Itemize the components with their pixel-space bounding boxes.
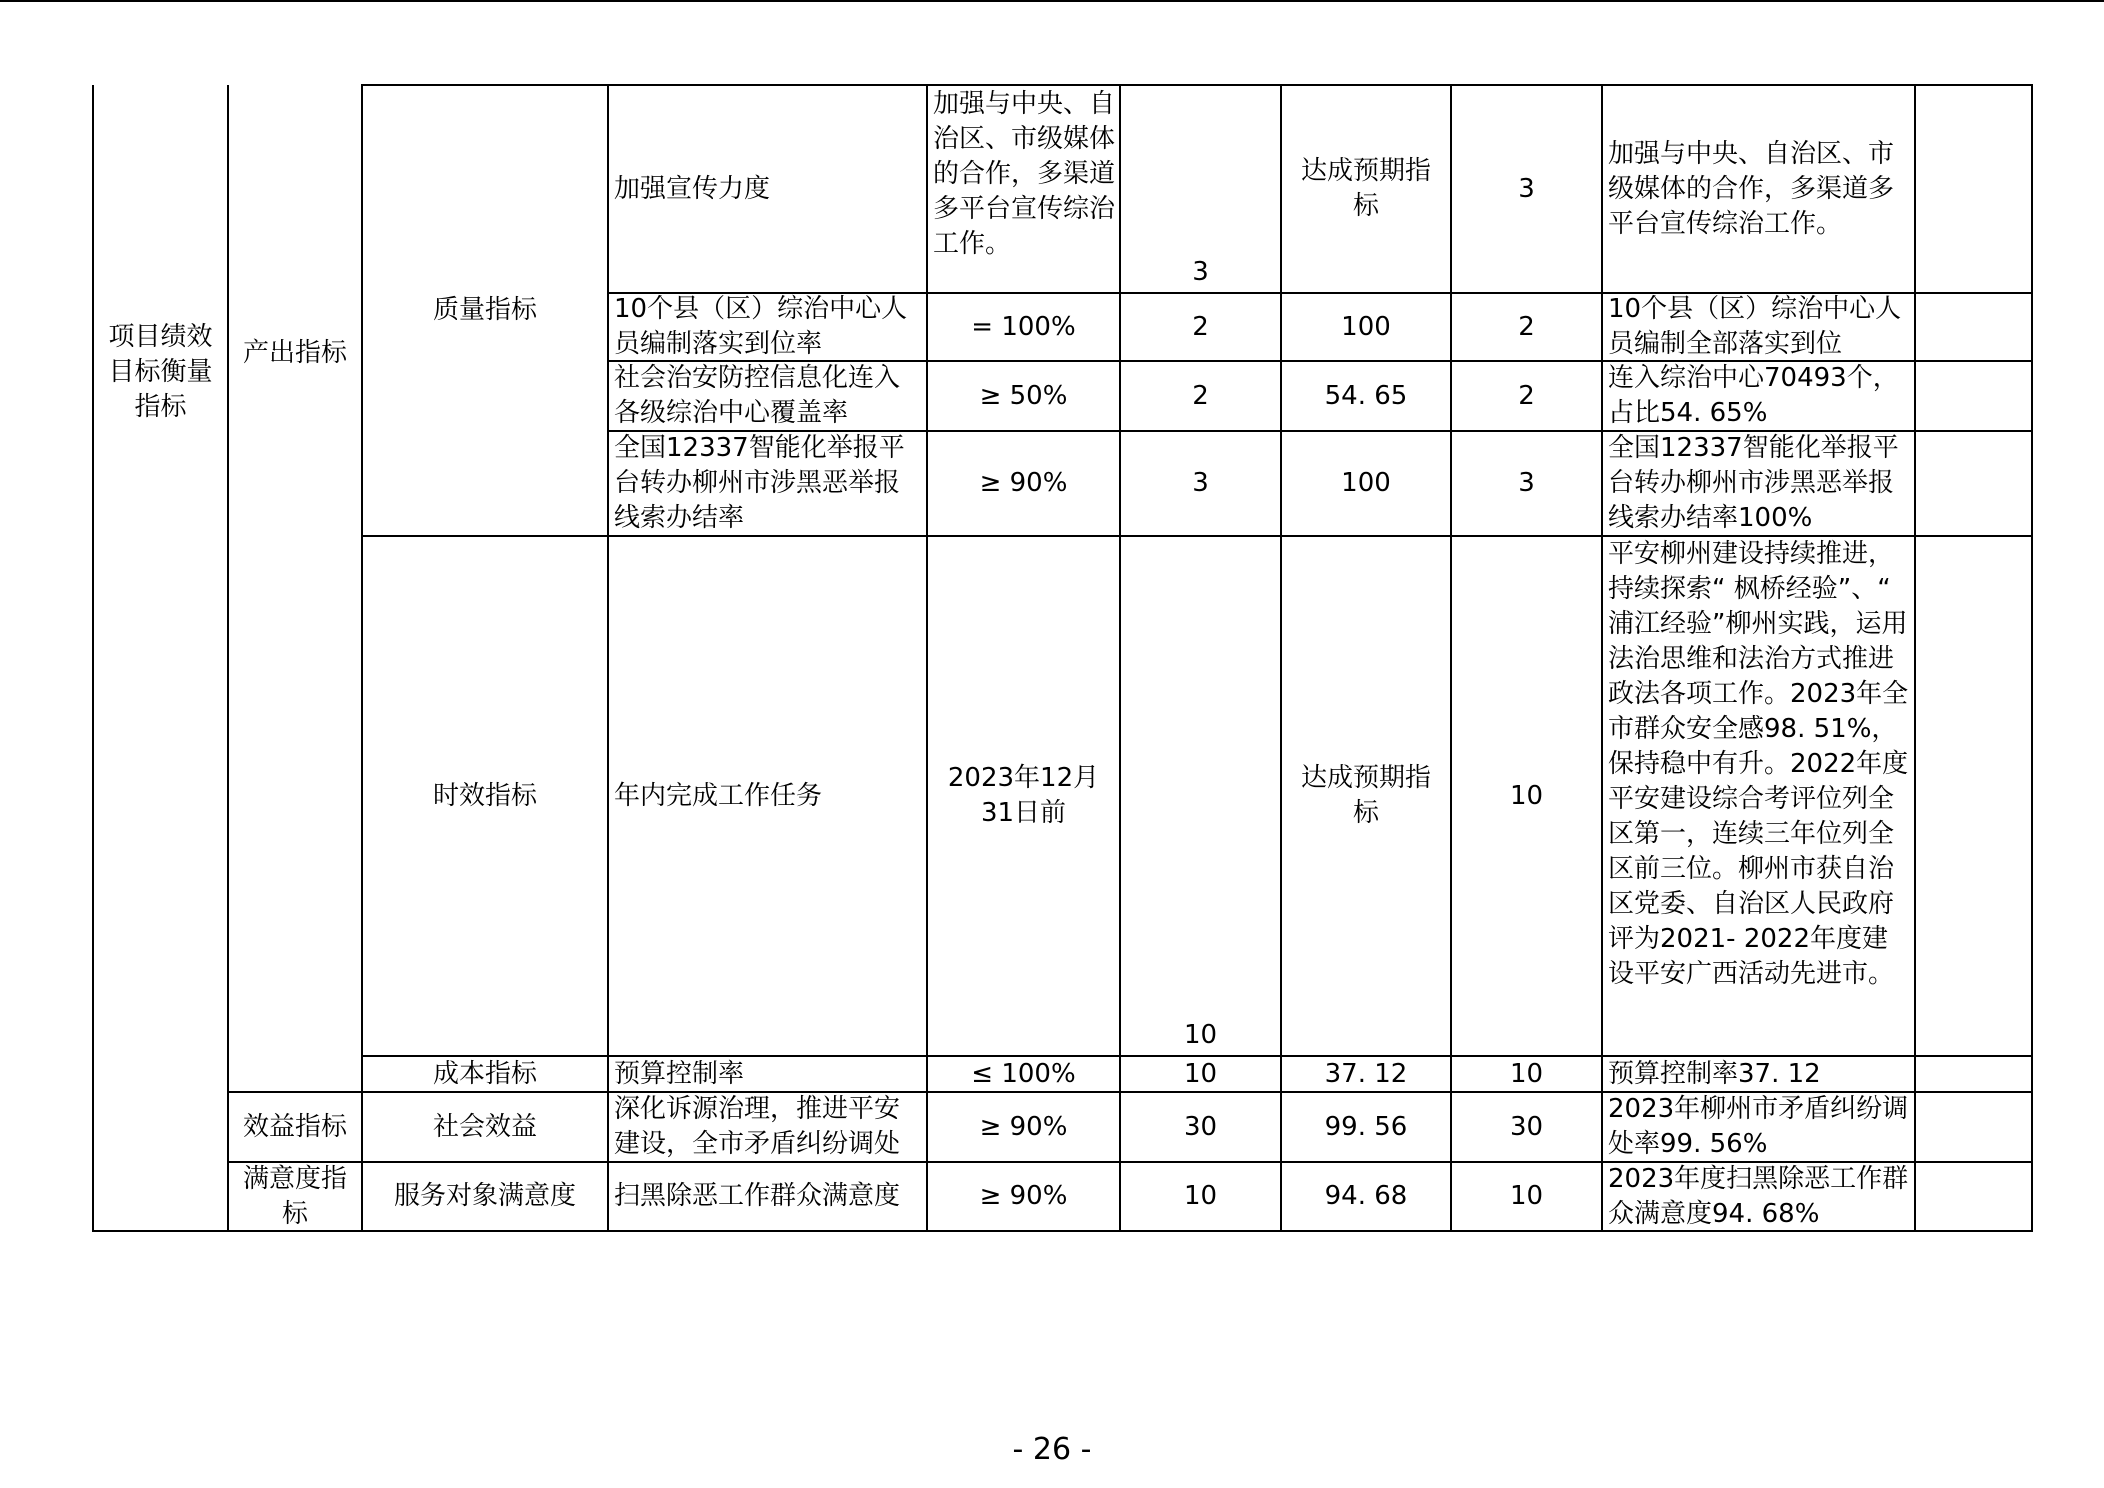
row-note: 2023年度扫黑除恶工作群众满意度94. 68% — [1608, 1163, 1909, 1229]
row-note: 预算控制率37. 12 — [1608, 1058, 1821, 1089]
col3-quality-indicator: 质量指标 — [432, 295, 537, 325]
row-target: ≥ 50% — [979, 380, 1068, 411]
row-actual: 94. 68 — [1324, 1181, 1408, 1211]
row-actual: 达成预期指标 — [1300, 763, 1431, 828]
col3-social-benefit: 社会效益 — [432, 1111, 537, 1142]
row-weight: 2 — [1192, 380, 1209, 411]
row-score: 10 — [1509, 1181, 1544, 1211]
row-weight: 10 — [1183, 1020, 1218, 1050]
row-extra — [1916, 294, 2031, 360]
row-target: 加强与中央、自治区、市级媒体的合作，多渠道多平台宣传综治工作。 — [933, 89, 1116, 259]
row-extra — [1916, 86, 2031, 292]
row-indicator: 深化诉源治理，推进平安建设，全市矛盾纠纷调处 — [614, 1094, 901, 1159]
table-vline — [2031, 85, 2033, 1232]
row-note: 10个县（区）综治中心人员编制全部落实到位 — [1608, 294, 1902, 359]
row-indicator: 社会治安防控信息化连入各级综治中心覆盖率 — [614, 363, 901, 428]
page-top-border — [0, 0, 2104, 2]
row-score: 3 — [1518, 468, 1535, 498]
row-target: ≥ 90% — [979, 468, 1068, 498]
row-score: 2 — [1518, 380, 1535, 411]
row-target: = 100% — [971, 311, 1076, 342]
col3-service-satisfaction: 服务对象满意度 — [393, 1181, 576, 1211]
row-weight: 30 — [1183, 1111, 1218, 1142]
row-actual: 100 — [1341, 311, 1391, 342]
row-target: 2023年12月31日前 — [947, 763, 1100, 828]
col2-output-indicator: 产出指标 — [242, 338, 347, 368]
col2-satisfaction-indicator: 满意度指标 — [242, 1163, 347, 1229]
row-note: 2023年柳州市矛盾纠纷调处率99. 56% — [1608, 1094, 1909, 1159]
page-number: - 26 - — [1012, 1432, 1092, 1467]
row-extra — [1916, 537, 2031, 1055]
row-extra — [1916, 1057, 2031, 1091]
row-actual: 37. 12 — [1324, 1058, 1408, 1089]
col1-performance-label: 项目绩效目标衡量指标 — [108, 321, 213, 422]
row-extra — [1916, 1093, 2031, 1161]
row-extra — [1916, 432, 2031, 535]
table-hline — [92, 1230, 2033, 1232]
row-score: 3 — [1518, 173, 1535, 204]
row-target: ≤ 100% — [971, 1058, 1076, 1089]
row-note: 加强与中央、自治区、市级媒体的合作，多渠道多平台宣传综治工作。 — [1608, 138, 1895, 239]
col3-cost-indicator: 成本指标 — [432, 1058, 537, 1089]
row-indicator: 全国12337智能化举报平台转办柳州市涉黑恶举报线索办结率 — [614, 433, 905, 533]
row-weight: 10 — [1183, 1181, 1218, 1211]
row-actual: 100 — [1341, 468, 1391, 498]
row-weight: 10 — [1183, 1058, 1218, 1089]
row-indicator: 加强宣传力度 — [614, 173, 771, 204]
row-note: 全国12337智能化举报平台转办柳州市涉黑恶举报线索办结率100% — [1608, 433, 1899, 533]
row-indicator: 10个县（区）综治中心人员编制落实到位率 — [614, 294, 908, 359]
row-score: 10 — [1509, 780, 1544, 811]
row-score: 30 — [1509, 1111, 1544, 1142]
row-weight: 3 — [1192, 257, 1209, 287]
row-indicator: 预算控制率 — [614, 1058, 745, 1089]
row-indicator: 扫黑除恶工作群众满意度 — [614, 1181, 901, 1211]
row-weight: 2 — [1192, 311, 1209, 342]
col3-timeliness-indicator: 时效指标 — [432, 780, 537, 811]
row-target: ≥ 90% — [979, 1111, 1068, 1142]
row-score: 10 — [1509, 1058, 1544, 1089]
col2-benefit-indicator: 效益指标 — [242, 1111, 347, 1142]
row-score: 2 — [1518, 311, 1535, 342]
row-indicator: 年内完成工作任务 — [614, 780, 823, 811]
row-actual: 54. 65 — [1324, 380, 1408, 411]
row-actual: 99. 56 — [1324, 1111, 1408, 1142]
row-actual: 达成预期指标 — [1300, 156, 1431, 221]
row-target: ≥ 90% — [979, 1181, 1068, 1211]
row-extra — [1916, 362, 2031, 430]
row-extra — [1916, 1163, 2031, 1230]
row-note: 平安柳州建设持续推进，持续探索“ 枫桥经验”、“ 浦江经验”柳州实践，运用法治思维和法治方式推进政法各项工作。2023年全市群众安全感98. 51%，保持稳中有升。2022年度平安建设综合考评位列全区第一，连续三年位列全区前三位。柳州市获自治区党委、自治区人民政府评为2021- 2022年度建设平安广西活动先进市。 — [1608, 539, 1909, 989]
row-note: 连入综治中心70493个，占比54. 65% — [1608, 363, 1899, 428]
row-weight: 3 — [1192, 468, 1209, 498]
